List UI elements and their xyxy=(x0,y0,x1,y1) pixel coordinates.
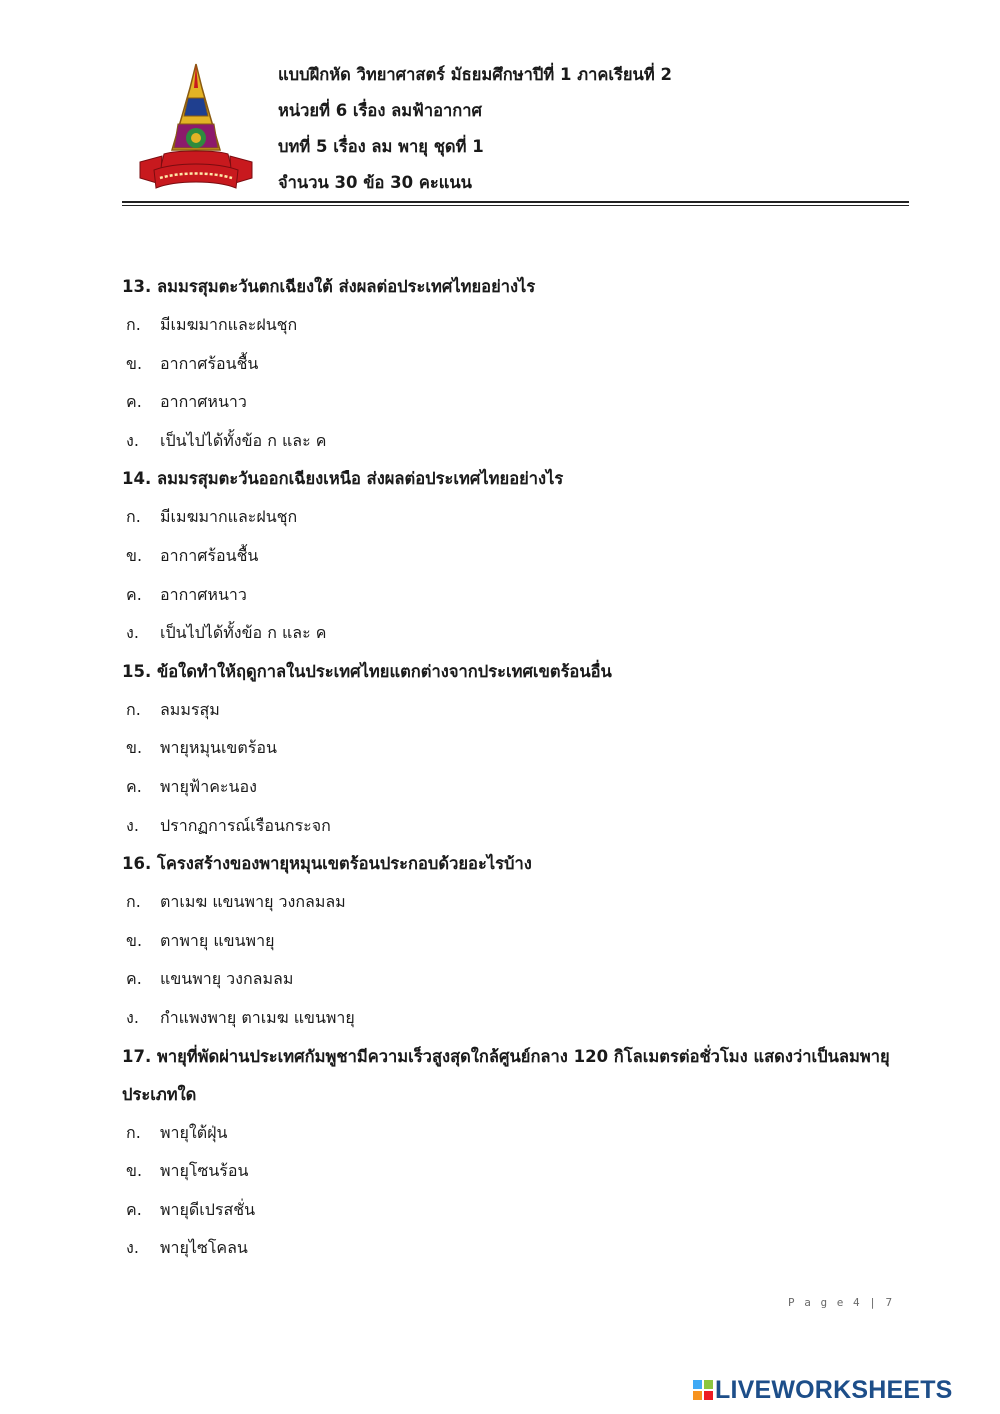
option-text: ตาเมฆ แขนพายุ วงกลมลม xyxy=(160,892,346,912)
option-b[interactable] xyxy=(122,345,912,384)
page-number: P a g e 4 | 7 xyxy=(788,1296,894,1309)
option-text: เป็นไปได้ทั้งข้อ ก และ ค xyxy=(160,430,327,450)
question-text: 17. พายุที่พัดผ่านประเทศกัมพูชามีความเร็วสูงสุดใกล้ศูนย์กลาง 120 กิโลเมตรต่อชั่วโมง แสดงว่าเป็นลมพายุประเภทใด xyxy=(122,1046,890,1104)
school-logo xyxy=(136,58,256,198)
option-letter: ข. xyxy=(126,1161,143,1181)
question-15 xyxy=(122,653,912,845)
question-list xyxy=(122,268,912,1268)
option-letter: ข. xyxy=(126,353,143,373)
option-text: ตาพายุ แขนพายุ xyxy=(160,930,275,950)
liveworksheets-icon xyxy=(693,1380,713,1400)
question-13 xyxy=(122,268,912,460)
option-text: อากาศหนาว xyxy=(160,584,247,604)
option-letter: ค. xyxy=(126,392,142,412)
option-a[interactable] xyxy=(122,883,912,922)
header-title: แบบฝึกหัด วิทยาศาสตร์ มัธยมศึกษาปีที่ 1 ภาคเรียนที่ 2 xyxy=(278,65,672,84)
option-a[interactable] xyxy=(122,691,912,730)
option-d[interactable] xyxy=(122,422,912,461)
option-letter: ค. xyxy=(126,776,142,796)
option-letter: ก. xyxy=(126,699,141,719)
option-d[interactable] xyxy=(122,807,912,846)
option-d[interactable] xyxy=(122,614,912,653)
header-unit: หน่วยที่ 6 เรื่อง ลมฟ้าอากาศ xyxy=(278,101,482,120)
option-text: อากาศร้อนชื้น xyxy=(160,353,259,373)
option-letter: ข. xyxy=(126,545,143,565)
option-text: เป็นไปได้ทั้งข้อ ก และ ค xyxy=(160,623,327,643)
header-chapter: บทที่ 5 เรื่อง ลม พายุ ชุดที่ 1 xyxy=(278,137,484,156)
option-text: พายุโซนร้อน xyxy=(160,1161,249,1181)
question-text: 15. ข้อใดทำให้ฤดูกาลในประเทศไทยแตกต่างจากประเทศเขตร้อนอื่น xyxy=(122,661,612,681)
option-letter: ก. xyxy=(126,892,141,912)
option-letter: ง. xyxy=(126,815,139,835)
option-text: แขนพายุ วงกลมลม xyxy=(160,969,294,989)
option-letter: ง. xyxy=(126,430,139,450)
option-text: มีเมฆมากและฝนชุก xyxy=(160,315,298,334)
option-letter: ก. xyxy=(126,1122,141,1142)
option-letter: ก. xyxy=(126,315,141,334)
option-letter: ง. xyxy=(126,1007,139,1027)
question-16 xyxy=(122,845,912,1037)
option-c[interactable] xyxy=(122,383,912,422)
option-c[interactable] xyxy=(122,1191,912,1230)
option-text: อากาศร้อนชื้น xyxy=(160,545,259,565)
option-text: ลมมรสุม xyxy=(160,699,220,719)
option-text: ปรากฏการณ์เรือนกระจก xyxy=(160,815,331,835)
question-text: 14. ลมมรสุมตะวันออกเฉียงเหนือ ส่งผลต่อประเทศไทยอย่างไร xyxy=(122,469,564,489)
option-text: พายุใต้ฝุ่น xyxy=(160,1122,228,1142)
option-letter: ง. xyxy=(126,1238,139,1258)
option-text: พายุฟ้าคะนอง xyxy=(160,776,257,796)
option-c[interactable] xyxy=(122,960,912,999)
header-divider xyxy=(122,201,909,203)
question-text: 13. ลมมรสุมตะวันตกเฉียงใต้ ส่งผลต่อประเทศไทยอย่างไร xyxy=(122,277,536,296)
question-14 xyxy=(122,460,912,652)
option-letter: ข. xyxy=(126,930,143,950)
option-b[interactable] xyxy=(122,1152,912,1191)
worksheet-header xyxy=(278,62,672,206)
option-c[interactable] xyxy=(122,768,912,807)
option-text: พายุหมุนเขตร้อน xyxy=(160,738,277,758)
option-letter: ก. xyxy=(126,507,141,527)
option-letter: ข. xyxy=(126,738,143,758)
option-text: อากาศหนาว xyxy=(160,392,247,412)
option-a[interactable] xyxy=(122,306,912,345)
brand-name: LIVEWORKSHEETS xyxy=(715,1375,953,1404)
option-letter: ค. xyxy=(126,584,142,604)
option-b[interactable] xyxy=(122,537,912,576)
header-score: จำนวน 30 ข้อ 30 คะแนน xyxy=(278,173,472,192)
option-a[interactable] xyxy=(122,1114,912,1153)
option-text: พายุดีเปรสชั่น xyxy=(160,1199,256,1219)
question-text: 16. โครงสร้างของพายุหมุนเขตร้อนประกอบด้วยอะไรบ้าง xyxy=(122,854,532,874)
liveworksheets-brand[interactable] xyxy=(693,1377,953,1403)
option-text: กำแพงพายุ ตาเมฆ แขนพายุ xyxy=(160,1007,355,1027)
option-b[interactable] xyxy=(122,729,912,768)
option-letter: ค. xyxy=(126,1199,142,1219)
option-d[interactable] xyxy=(122,999,912,1038)
header-divider-thin xyxy=(122,205,909,206)
option-text: มีเมฆมากและฝนชุก xyxy=(160,507,298,527)
option-letter: ค. xyxy=(126,969,142,989)
question-17 xyxy=(122,1038,912,1268)
option-text: พายุไซโคลน xyxy=(160,1238,248,1258)
option-d[interactable] xyxy=(122,1229,912,1268)
option-b[interactable] xyxy=(122,922,912,961)
option-letter: ง. xyxy=(126,623,139,643)
option-a[interactable] xyxy=(122,498,912,537)
option-c[interactable] xyxy=(122,576,912,615)
